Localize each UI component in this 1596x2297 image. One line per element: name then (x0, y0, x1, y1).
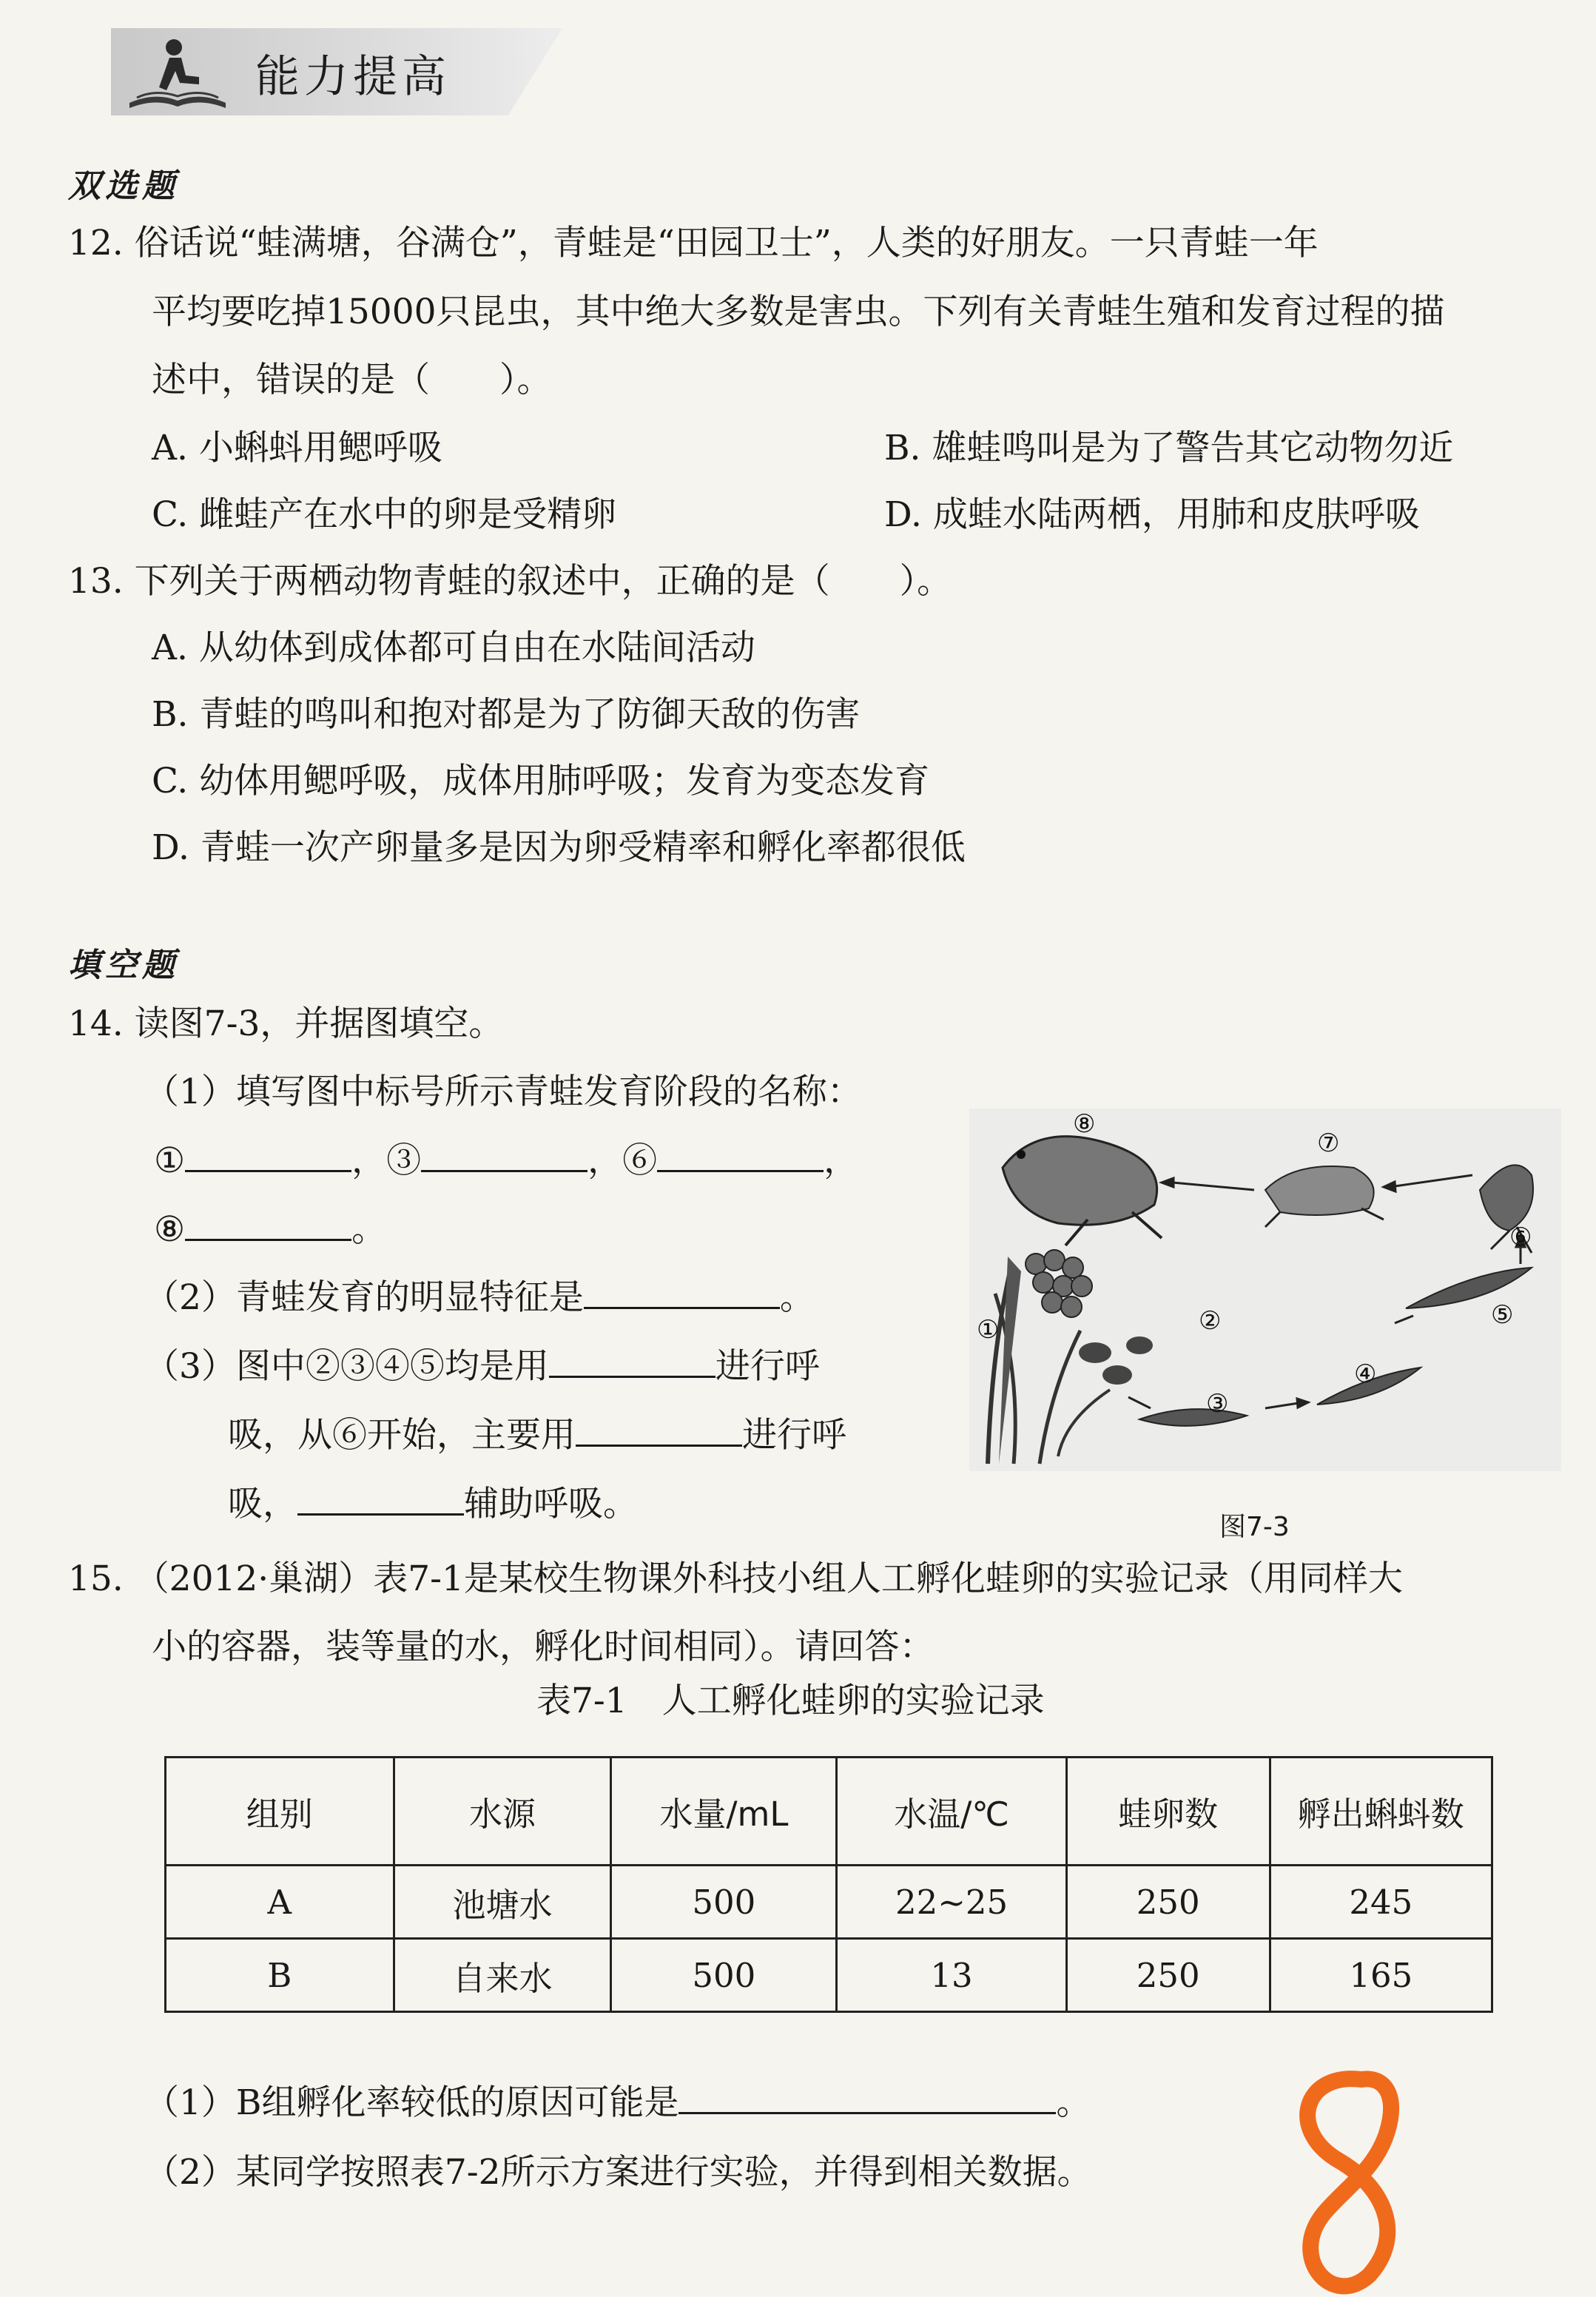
table-header-cell: 水源 (394, 1758, 611, 1866)
blank-adult-organ[interactable] (576, 1418, 742, 1447)
fig-label-2: ② (1199, 1306, 1222, 1336)
table-header-cell: 水量/mL (611, 1758, 837, 1866)
q13-option-d: D. 青蛙一次产卵量多是因为卵受精率和孵化率都很低 (152, 827, 966, 868)
q15-line-1: 15. （2012·巢湖）表7-1是某校生物课外科技小组人工孵化蛙卵的实验记录（用同样大 (68, 1558, 1403, 1599)
reading-figure-icon (122, 33, 233, 114)
q14-part-3-line-2 (228, 1415, 846, 1456)
table-header-cell: 蛙卵数 (1066, 1758, 1270, 1866)
q13-option-b: B. 青蛙的鸣叫和抱对都是为了防御天敌的伤害 (152, 694, 861, 735)
q15-sub-1 (144, 2082, 1091, 2123)
q14-part-3-line-1 (144, 1346, 820, 1387)
handwritten-score-mark (1258, 2065, 1435, 2297)
q12-option-c: C. 雌蛙产在水中的卵是受精卵 (152, 494, 617, 535)
table-title: 表7-1 人工孵化蛙卵的实验记录 (536, 1681, 1045, 1721)
table-row (166, 1939, 1492, 2012)
q12-option-a: A. 小蝌蚪用鳃呼吸 (152, 428, 442, 468)
table-cell: 池塘水 (394, 1866, 611, 1939)
q14-part-3-line-3 (228, 1484, 638, 1524)
fig-label-8: ⑧ (1073, 1109, 1096, 1139)
q14-part-3-text-f: 辅助呼吸。 (464, 1484, 638, 1524)
table-row (166, 1866, 1492, 1939)
fig-label-6: ⑥ (1509, 1223, 1532, 1252)
table-cell: 500 (611, 1939, 837, 2012)
blank-stage-8[interactable] (185, 1212, 351, 1241)
q13-stem: 13. 下列关于两栖动物青蛙的叙述中，正确的是（ ）。 (68, 561, 952, 602)
fig-label-3: ③ (1206, 1389, 1229, 1419)
figure-frog-life-cycle (969, 1109, 1561, 1471)
comma: ， (824, 1140, 859, 1181)
comma: ， (351, 1140, 387, 1181)
q12-line-1: 12. 俗话说“蛙满塘，谷满仓”，青蛙是“田园卫士”，人类的好朋友。一只青蛙一年 (68, 223, 1319, 263)
q14-part-3-text-b: 进行呼 (715, 1346, 820, 1387)
comma: ， (587, 1140, 623, 1181)
q12-line-3: 述中，错误的是（ ）。 (152, 360, 552, 400)
q13-option-a: A. 从幼体到成体都可自由在水陆间活动 (152, 628, 755, 668)
q14-part-3-text-a: （3）图中②③④⑤均是用 (144, 1346, 549, 1387)
q14-part-3-text-c: 吸，从⑥开始，主要用 (228, 1415, 576, 1456)
frog-life-cycle-illustration (969, 1109, 1561, 1471)
blank-larva-organ[interactable] (549, 1349, 715, 1378)
q13-option-c: C. 幼体用鳃呼吸，成体用肺呼吸；发育为变态发育 (152, 761, 930, 801)
fig-label-7: ⑦ (1317, 1129, 1340, 1158)
period: 。 (351, 1209, 387, 1250)
blank-stage-6[interactable] (657, 1143, 824, 1172)
table-cell: 13 (837, 1939, 1066, 2012)
table-header-cell: 组别 (166, 1758, 394, 1866)
data-table (164, 1756, 1493, 2013)
table-header-cell: 孵出蝌蚪数 (1270, 1758, 1492, 1866)
table-header-row (166, 1758, 1492, 1866)
fig-label-1: ① (977, 1315, 1000, 1345)
q14-part-3-text-e: 吸， (228, 1484, 297, 1524)
blank-reason[interactable] (679, 2085, 1056, 2114)
table-cell: 500 (611, 1866, 837, 1939)
q14-blank-row-2 (154, 1209, 387, 1250)
marker-3: ③ (386, 1140, 422, 1181)
q12-option-b: B. 雄蛙鸣叫是为了警告其它动物勿近 (884, 428, 1454, 468)
marker-6: ⑥ (622, 1140, 658, 1181)
section-label-multi: 双选题 (68, 167, 179, 205)
marker-1: ① (154, 1140, 186, 1181)
q14-part-2 (144, 1277, 815, 1318)
q12-line-2: 平均要吃掉15000只昆虫，其中绝大多数是害虫。下列有关青蛙生殖和发育过程的描 (152, 292, 1445, 332)
table-cell: 245 (1270, 1866, 1492, 1939)
table-cell: 165 (1270, 1939, 1492, 2012)
q14-stem: 14. 读图7-3，并据图填空。 (68, 1003, 504, 1044)
table-cell: 250 (1066, 1939, 1270, 2012)
table-header-cell: 水温/℃ (837, 1758, 1066, 1866)
blank-stage-1[interactable] (185, 1143, 351, 1172)
q15-sub-1-text: （1）B组孵化率较低的原因可能是 (144, 2082, 679, 2123)
section-label-fill: 填空题 (68, 946, 179, 984)
q15-sub-2: （2）某同学按照表7-2所示方案进行实验，并得到相关数据。 (144, 2152, 1092, 2193)
fig-label-4: ④ (1354, 1359, 1377, 1389)
blank-feature[interactable] (584, 1280, 780, 1309)
blank-auxiliary-organ[interactable] (297, 1487, 464, 1516)
period: 。 (779, 1277, 815, 1318)
figure-caption: 图7-3 (1219, 1512, 1290, 1542)
table-cell: A (166, 1866, 394, 1939)
fig-label-5: ⑤ (1491, 1300, 1514, 1330)
marker-8: ⑧ (154, 1209, 186, 1250)
table-cell: B (166, 1939, 394, 2012)
period: 。 (1056, 2082, 1091, 2123)
q14-part-1: （1）填写图中标号所示青蛙发育阶段的名称： (144, 1072, 862, 1112)
q14-blank-row-1 (154, 1140, 859, 1181)
q15-line-2: 小的容器，装等量的水，孵化时间相同）。请回答： (152, 1627, 935, 1667)
table-cell: 22~25 (837, 1866, 1066, 1939)
q14-part-3-text-d: 进行呼 (742, 1415, 846, 1456)
banner-title: 能力提高 (255, 51, 451, 103)
table-cell: 250 (1066, 1866, 1270, 1939)
table-cell: 自来水 (394, 1939, 611, 2012)
q14-part-2-text: （2）青蛙发育的明显特征是 (144, 1277, 584, 1318)
blank-stage-3[interactable] (421, 1143, 587, 1172)
q12-option-d: D. 成蛙水陆两栖，用肺和皮肤呼吸 (884, 494, 1420, 535)
